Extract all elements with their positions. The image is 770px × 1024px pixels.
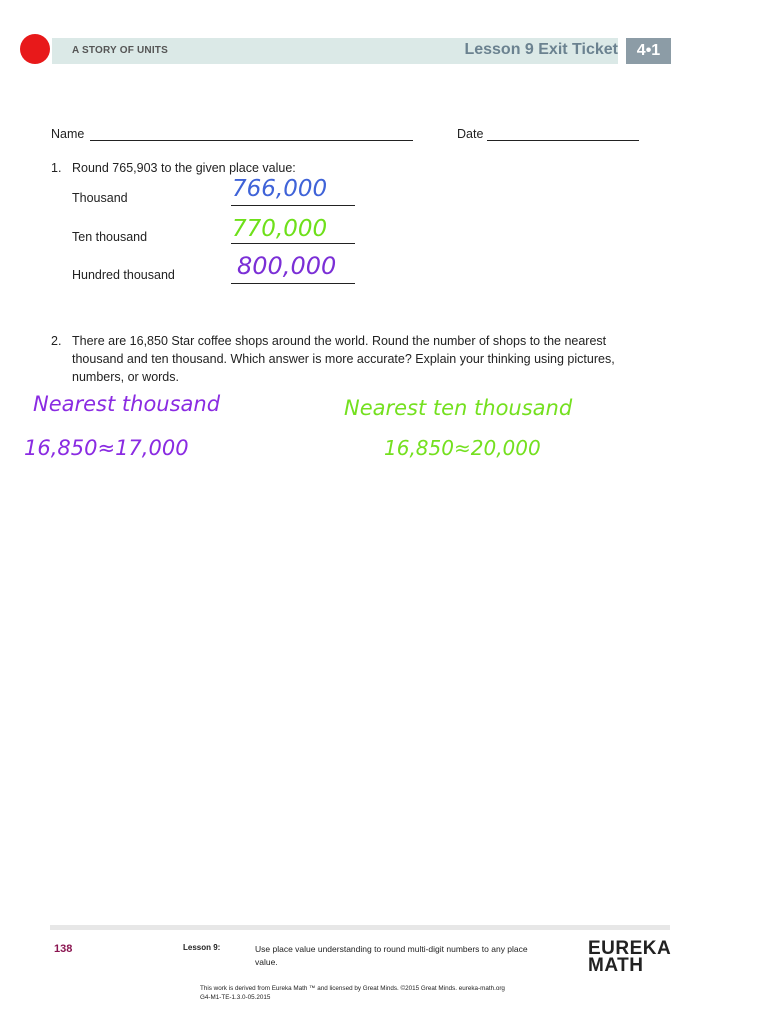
logo-line-2: MATH	[588, 955, 644, 976]
handwritten-equation-nearest-thousand: 16,850≈17,000	[24, 436, 189, 460]
answer-line-ten-thousand	[231, 243, 355, 244]
question-2-prompt-line-1: There are 16,850 Star coffee shops around the world. Round the number of shops to the nearest	[72, 334, 607, 348]
question-2-prompt-line-2: thousand and ten thousand. Which answer is more accurate? Explain your thinking using pictures,	[72, 352, 615, 366]
footer-rule	[50, 925, 670, 930]
answer-line-hundred-thousand	[231, 283, 355, 284]
footer-lesson-label: Lesson 9:	[183, 943, 221, 952]
row-label-thousand: Thousand	[72, 191, 128, 205]
handwritten-answer-thousand: 766,000	[232, 176, 328, 202]
question-1-prompt: Round 765,903 to the given place value:	[72, 161, 296, 175]
question-2-number: 2.	[51, 334, 62, 348]
footer-lesson-description: Use place value understanding to round multi-digit numbers to any place value.	[255, 944, 528, 967]
question-1-number: 1.	[51, 161, 62, 175]
date-field-line[interactable]	[487, 140, 639, 141]
eureka-math-logo	[588, 940, 671, 974]
answer-line-thousand	[231, 205, 355, 206]
name-field-line[interactable]	[90, 140, 413, 141]
record-indicator-dot	[20, 34, 50, 64]
grade-module-badge: 4•1	[626, 38, 671, 64]
page-number: 138	[54, 943, 73, 955]
page-title: Lesson 9 Exit Ticket	[464, 41, 618, 58]
footer-attribution: This work is derived from Eureka Math ™ and licensed by Great Minds. ©2015 Great Minds. eureka-math.org	[200, 985, 505, 992]
date-label: Date	[457, 127, 484, 141]
handwritten-heading-nearest-thousand: Nearest thousand	[33, 392, 221, 416]
handwritten-answer-hundred-thousand: 800,000	[237, 252, 337, 280]
logo-line-1: EUREKA	[588, 938, 672, 959]
handwritten-answer-ten-thousand: 770,000	[232, 216, 328, 242]
name-label: Name	[51, 127, 85, 141]
series-title: A STORY OF UNITS	[72, 45, 168, 56]
row-label-hundred-thousand: Hundred thousand	[72, 268, 175, 282]
handwritten-heading-nearest-ten-thousand: Nearest ten thousand	[344, 396, 573, 420]
row-label-ten-thousand: Ten thousand	[72, 230, 148, 244]
footer-document-code: G4-M1-TE-1.3.0-05.2015	[200, 994, 271, 1001]
handwritten-equation-nearest-ten-thousand: 16,850≈20,000	[384, 436, 541, 460]
question-2-prompt-line-3: numbers, or words.	[72, 370, 179, 384]
